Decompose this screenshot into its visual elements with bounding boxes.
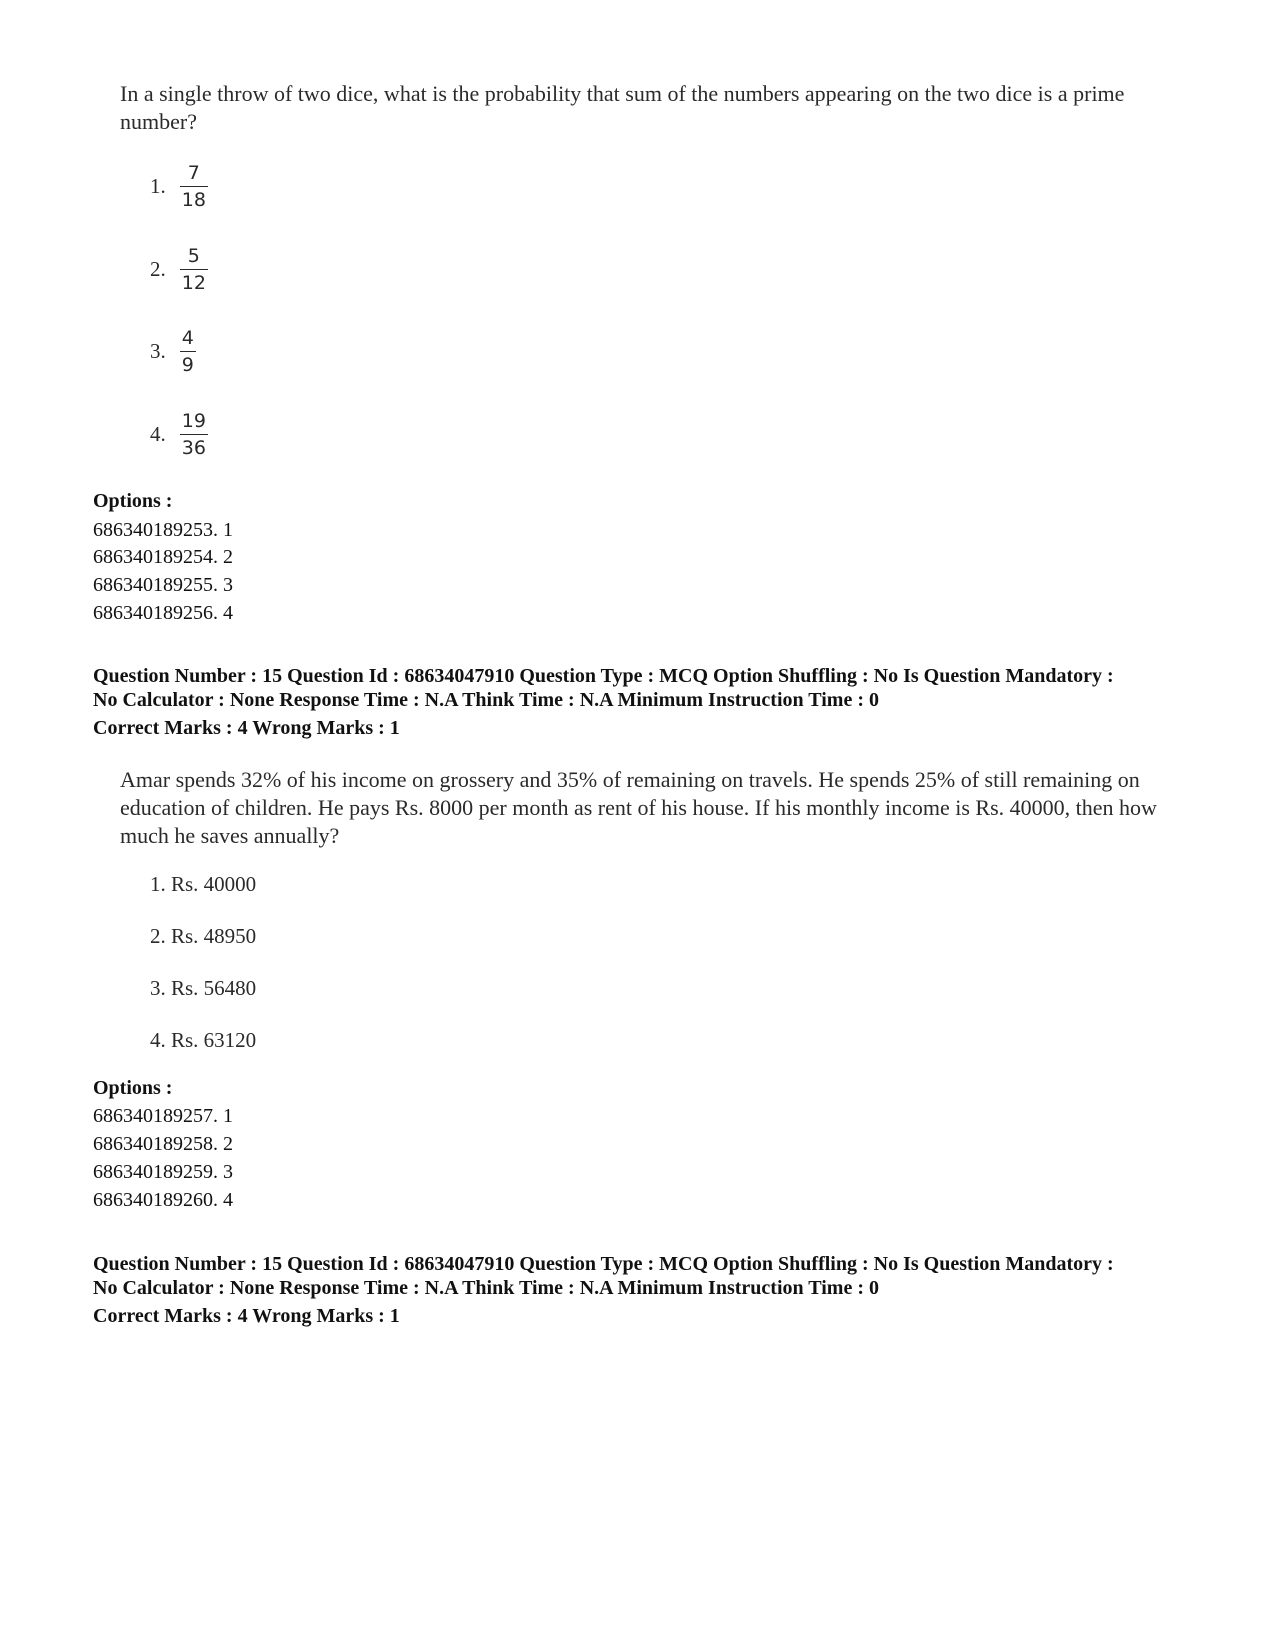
- choice-label: 1.: [150, 174, 166, 198]
- choice-label: 3.: [150, 339, 166, 363]
- meta-line: Question Number : 15 Question Id : 68634047910 Question Type : MCQ Option Shuffling : No Is Question Mandatory :: [93, 665, 1114, 687]
- choice-4: 4. Rs. 63120: [150, 1028, 257, 1052]
- option-id-line: 686340189253. 1: [93, 519, 233, 541]
- option-id-line: 686340189258. 2: [93, 1133, 233, 1155]
- fraction: [180, 411, 208, 458]
- choice-1: [150, 163, 208, 210]
- option-id-line: 686340189254. 2: [93, 546, 233, 568]
- fraction-numerator: 19: [181, 410, 206, 432]
- option-id-line: 686340189256. 4: [93, 602, 233, 624]
- fraction-denominator: 12: [181, 272, 206, 294]
- fraction-numerator: 5: [187, 245, 200, 267]
- question-meta: [93, 1252, 1203, 1328]
- option-id-line: 686340189259. 3: [93, 1161, 233, 1183]
- option-id-line: 686340189257. 1: [93, 1105, 233, 1127]
- choice-2: [150, 246, 208, 293]
- choice-3: [150, 328, 196, 375]
- choice-3: 3. Rs. 56480: [150, 976, 257, 1000]
- meta-line: Question Number : 15 Question Id : 68634047910 Question Type : MCQ Option Shuffling : No Is Question Mandatory :: [93, 1253, 1114, 1275]
- choice-label: 2.: [150, 257, 166, 281]
- meta-marks: Correct Marks : 4 Wrong Marks : 1: [93, 1305, 400, 1327]
- fraction-denominator: 36: [181, 437, 206, 459]
- choice-4: [150, 411, 208, 458]
- fraction: [180, 246, 208, 293]
- options-title: Options :: [93, 490, 173, 512]
- fraction-denominator: 18: [181, 189, 206, 211]
- question-text-income: Amar spends 32% of his income on grossery and 35% of remaining on travels. He spends 25% of still remaining on education of children. He pays Rs. 8000 per month as rent of his house. If his monthly income is Rs. 40000, then how much he saves annually?: [120, 767, 1157, 848]
- options-title: Options :: [93, 1077, 173, 1099]
- meta-line: No Calculator : None Response Time : N.A Think Time : N.A Minimum Instruction Time : 0: [93, 1277, 879, 1299]
- meta-marks: Correct Marks : 4 Wrong Marks : 1: [93, 717, 400, 739]
- question-meta: [93, 664, 1203, 740]
- option-id-line: 686340189260. 4: [93, 1189, 233, 1211]
- choice-1: 1. Rs. 40000: [150, 872, 257, 896]
- choice-2: 2. Rs. 48950: [150, 924, 257, 948]
- fraction-denominator: 9: [181, 354, 194, 376]
- fraction-numerator: 4: [181, 327, 194, 349]
- choice-label: 4.: [150, 422, 166, 446]
- question-text-dice: In a single throw of two dice, what is the probability that sum of the numbers appearing on the two dice is a prime number?: [120, 81, 1125, 134]
- fraction-numerator: 7: [187, 162, 200, 184]
- option-id-line: 686340189255. 3: [93, 574, 233, 596]
- fraction: [180, 163, 208, 210]
- fraction: [180, 328, 196, 375]
- meta-line: No Calculator : None Response Time : N.A Think Time : N.A Minimum Instruction Time : 0: [93, 689, 879, 711]
